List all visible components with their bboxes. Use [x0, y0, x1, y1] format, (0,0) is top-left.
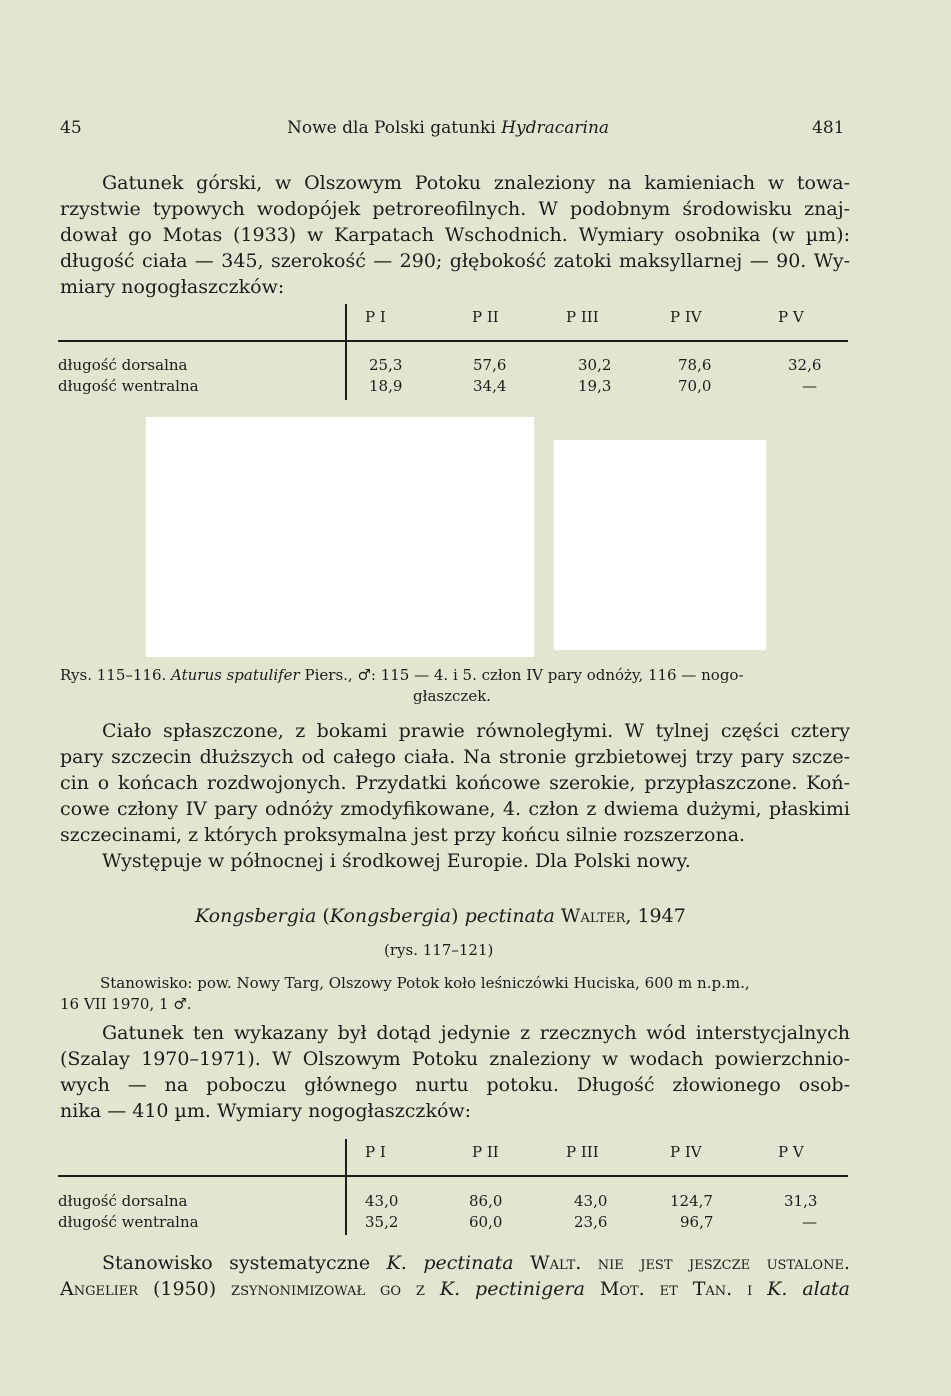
- t1-row2-label: długość wentralna: [58, 377, 199, 395]
- t1-row2-v5: —: [802, 377, 817, 395]
- p4-l2-a: Angelier (1950) zsynonimizował go z: [60, 1278, 440, 1300]
- t1-row2-v3: 19,3: [578, 377, 612, 395]
- t1-col-pii: P II: [472, 308, 499, 326]
- t2-row1-v4: 124,7: [670, 1192, 713, 1210]
- t2-row1-v3: 43,0: [574, 1192, 608, 1210]
- p4-line-1: [60, 1250, 850, 1276]
- figure-caption: [60, 666, 850, 684]
- running-title-text: Nowe dla Polski gatunki: [287, 118, 502, 138]
- p2-line-1: Ciało spłaszczone, z bokami prawie równoległymi. W tylnej części cztery: [102, 720, 850, 742]
- t1-row2-v1: 18,9: [369, 377, 403, 395]
- running-title-taxon: Hydracarina: [501, 118, 610, 138]
- caption-text: Piers., ♂: 115 — 4. i 5. człon IV pary odnóży, 116 — nogo-: [299, 666, 744, 684]
- t1-row2-v2: 34,4: [473, 377, 507, 395]
- t1-row1-v1: 25,3: [369, 356, 403, 374]
- p1-line-5: miary nogogłaszczków:: [60, 276, 285, 298]
- t1-row1-v3: 30,2: [578, 356, 612, 374]
- figure-116: [554, 440, 766, 650]
- section-subheading: (rys. 117–121): [384, 941, 494, 959]
- p1-line-4: długość ciała — 345, szerokość — 290; głębokość zatoki maksyllarnej — 90. Wy-: [60, 250, 850, 272]
- page-number-left: 45: [60, 118, 82, 138]
- t2-col-pv: P V: [778, 1143, 804, 1161]
- p1-line-3: dował go Motas (1933) w Karpatach Wschodnich. Wymiary osobnika (w µm):: [60, 224, 850, 246]
- t2-row2-v5: —: [802, 1213, 817, 1231]
- t2-col-piv: P IV: [670, 1143, 702, 1161]
- t2-row2-v2: 60,0: [469, 1213, 503, 1231]
- t1-col-pv: P V: [778, 308, 804, 326]
- t1-col-pi: P I: [365, 308, 386, 326]
- table-2: [58, 1135, 848, 1245]
- p1-line-1: Gatunek górski, w Olszowym Potoku znaleziony na kamieniach w towa-: [102, 172, 850, 194]
- t2-col-piii: P III: [566, 1143, 599, 1161]
- p2-line-3: cin o końcach rozdwojonych. Przydatki końcowe szerokie, przypłaszczone. Koń-: [60, 772, 850, 794]
- p2-line-4: cowe człony IV pary odnóży zmodyfikowane, 4. człon z dwiema dużymi, płaskimi: [60, 798, 850, 820]
- table-2-divider: [345, 1139, 347, 1235]
- p3-line-2: (Szalay 1970–1971). W Olszowym Potoku znaleziony w wodach powierzchnio-: [60, 1048, 850, 1070]
- t1-row2-v4: 70,0: [678, 377, 712, 395]
- paragraph-4: [60, 1250, 850, 1302]
- p3-line-3: wych — na poboczu głównego nurtu potoku. Długość złowionego osob-: [60, 1074, 850, 1096]
- heading-paren-open: (: [316, 905, 330, 927]
- p2-line-2: pary szczecin dłuższych od całego ciała. Na stronie grzbietowej trzy pary szcze-: [60, 746, 850, 768]
- figure-115: [146, 417, 534, 657]
- p3-line-1: Gatunek ten wykazany był dotąd jedynie z rzecznych wód interstycjalnych: [102, 1022, 850, 1044]
- t2-col-pii: P II: [472, 1143, 499, 1161]
- p4-l1-a: Stanowisko systematyczne: [102, 1252, 387, 1274]
- p4-line-2: [60, 1276, 850, 1302]
- p4-l1-b: K. pectinata: [386, 1252, 514, 1274]
- station-line-2: 16 VII 1970, 1 ♂.: [60, 995, 192, 1013]
- p3-line-4: nika — 410 µm. Wymiary nogogłaszczków:: [60, 1100, 472, 1122]
- table-1: [58, 300, 848, 410]
- t1-row1-v2: 57,6: [473, 356, 507, 374]
- t2-col-pi: P I: [365, 1143, 386, 1161]
- table-2-rule: [58, 1175, 848, 1177]
- heading-species: pectinata: [464, 905, 555, 927]
- caption-line-2: głaszczek.: [413, 687, 492, 705]
- t2-row2-v1: 35,2: [365, 1213, 399, 1231]
- p4-l2-b: K. pectinigera: [439, 1278, 585, 1300]
- paragraph-2: [60, 718, 850, 874]
- heading-subgenus: Kongsbergia: [329, 905, 452, 927]
- p2-line-5: szczecinami, z których proksymalna jest przy końcu silnie rozszerzona.: [60, 824, 746, 846]
- t2-row1-label: długość dorsalna: [58, 1192, 188, 1210]
- t1-col-piii: P III: [566, 308, 599, 326]
- caption-species: Aturus spatulifer: [171, 666, 300, 684]
- t2-row1-v1: 43,0: [365, 1192, 399, 1210]
- p2-line-6: Występuje w północnej i środkowej Europie. Dla Polski nowy.: [102, 850, 691, 872]
- p4-l1-c: Walt. nie jest jeszcze ustalone.: [513, 1252, 850, 1274]
- heading-genus: Kongsbergia: [195, 905, 317, 927]
- page-number-right: 481: [812, 118, 845, 138]
- station-line-1: Stanowisko: pow. Nowy Targ, Olszowy Potok koło leśniczówki Huciska, 600 m n.p.m.,: [100, 974, 750, 992]
- section-heading: [195, 905, 686, 927]
- table-1-divider: [345, 304, 347, 400]
- paragraph-1: [60, 170, 850, 300]
- t2-row2-v3: 23,6: [574, 1213, 608, 1231]
- running-title: [287, 118, 609, 138]
- paragraph-3: [60, 1020, 850, 1124]
- caption-prefix: Rys. 115–116.: [60, 666, 172, 684]
- t1-col-piv: P IV: [670, 308, 702, 326]
- t2-row2-v4: 96,7: [680, 1213, 714, 1231]
- t2-row1-v2: 86,0: [469, 1192, 503, 1210]
- heading-author: Walter, 1947: [554, 905, 686, 927]
- heading-paren-close: ): [451, 905, 465, 927]
- t2-row2-label: długość wentralna: [58, 1213, 199, 1231]
- t1-row1-v4: 78,6: [678, 356, 712, 374]
- p1-line-2: rzystwie typowych wodopójek petroreofilnych. W podobnym środowisku znaj-: [60, 198, 850, 220]
- t1-row1-v5: 32,6: [788, 356, 822, 374]
- p4-l2-c: Mot. et Tan. i: [584, 1278, 768, 1300]
- t2-row1-v5: 31,3: [784, 1192, 818, 1210]
- t1-row1-label: długość dorsalna: [58, 356, 188, 374]
- p4-l2-d: K. alata: [767, 1278, 851, 1300]
- table-1-rule: [58, 340, 848, 342]
